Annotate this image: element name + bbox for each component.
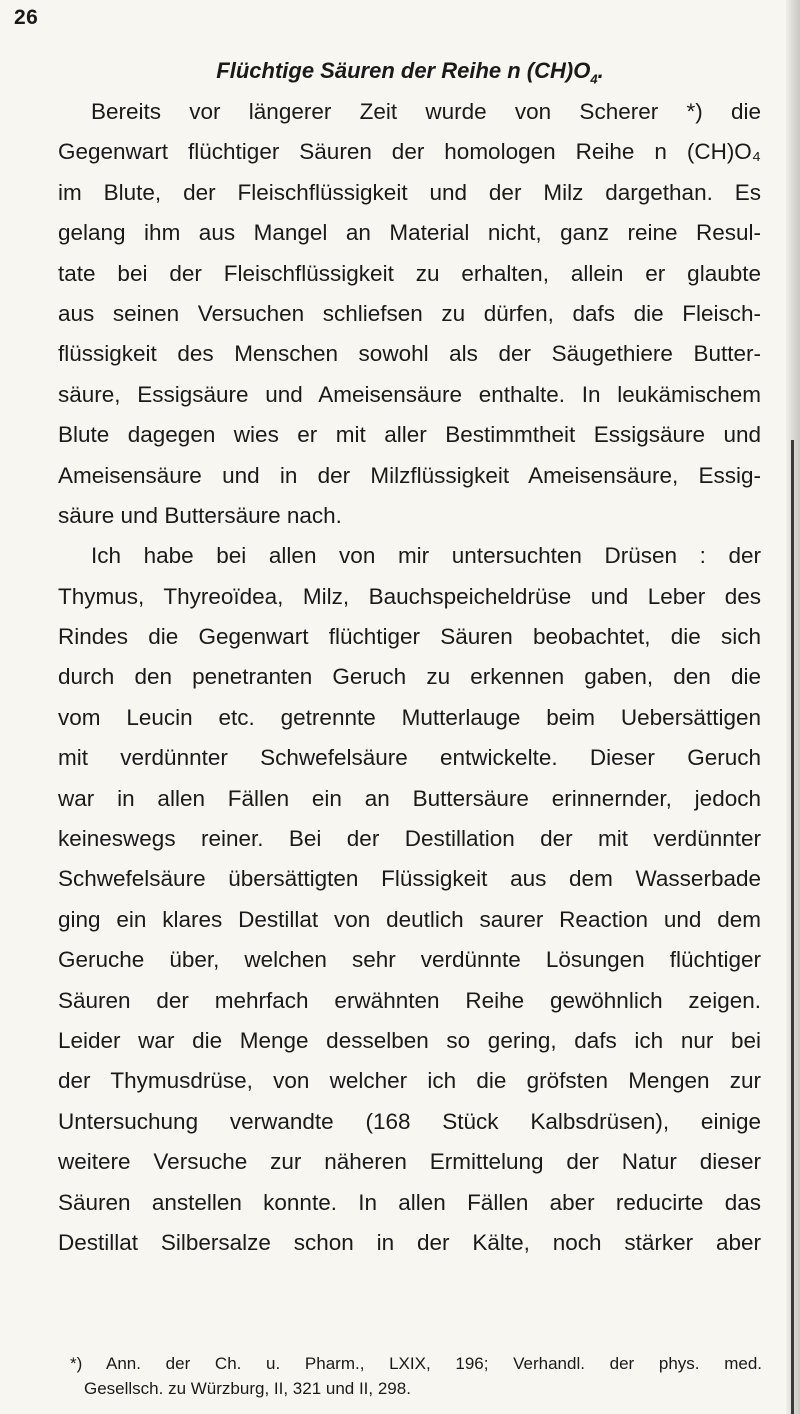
text-line: durch den penetranten Geruch zu erkennen gaben, den die	[58, 664, 761, 690]
text-line: tate bei der Fleischflüssigkeit zu erhalten, allein er glaubte	[58, 260, 761, 286]
text-line: Leider war die Menge desselben so gering, dafs ich nur bei	[58, 1027, 761, 1053]
text-line: mit verdünnter Schwefelsäure entwickelte. Dieser Geruch	[58, 745, 761, 771]
text-line: war in allen Fällen ein an Buttersäure erinnernder, jedoch	[58, 785, 761, 811]
text-line: Destillat Silbersalze schon in der Kälte, noch stärker aber	[58, 1229, 761, 1255]
text-line: Blute dagegen wies er mit aller Bestimmtheit Essigsäure und	[58, 422, 761, 448]
paragraph-1	[58, 92, 761, 536]
section-heading-text: Flüchtige Säuren der Reihe n (CH)O	[216, 58, 591, 83]
footnote-line: Gesellsch. zu Würzburg, II, 321 und II, 298.	[84, 1379, 411, 1398]
page-number: 26	[14, 6, 39, 29]
text-line: Thymus, Thyreoïdea, Milz, Bauchspeicheldrüse und Leber des	[58, 583, 761, 609]
text-line: säure und Buttersäure nach.	[58, 502, 342, 528]
page-edge-shadow	[786, 0, 800, 1414]
text-line: ging ein klares Destillat von deutlich saurer Reaction und dem	[58, 906, 761, 932]
text-line: der Thymusdrüse, von welcher ich die gröfsten Mengen zur	[58, 1068, 761, 1094]
text-line: Rindes die Gegenwart flüchtiger Säuren beobachtet, die sich	[58, 624, 761, 650]
text-line: im Blute, der Fleischflüssigkeit und der Milz dargethan. Es	[58, 179, 761, 205]
text-line: aus seinen Versuchen schliefsen zu dürfen, dafs die Fleisch-	[58, 300, 761, 326]
section-heading-subscript: 4	[590, 71, 598, 87]
footnote	[70, 1351, 762, 1401]
text-line: flüssigkeit des Menschen sowohl als der Säugethiere Butter-	[58, 341, 761, 367]
text-line: Gegenwart flüchtiger Säuren der homologen Reihe n (CH)O₄	[58, 139, 761, 165]
text-line: Bereits vor längerer Zeit wurde von Scherer *) die	[91, 99, 761, 124]
section-heading	[0, 58, 800, 86]
text-line: Ameisensäure und in der Milzflüssigkeit Ameisensäure, Essig-	[58, 462, 761, 488]
text-line: Geruche über, welchen sehr verdünnte Lösungen flüchtiger	[58, 947, 761, 973]
text-line: Säuren anstellen konnte. In allen Fällen aber reducirte das	[58, 1189, 761, 1215]
paragraph-2	[58, 536, 761, 1263]
text-line: vom Leucin etc. getrennte Mutterlauge beim Uebersättigen	[58, 704, 761, 730]
text-line: Untersuchung verwandte (168 Stück Kalbsdrüsen), einige	[58, 1108, 761, 1134]
text-line: keineswegs reiner. Bei der Destillation der mit verdünnter	[58, 826, 761, 852]
footnote-line: *) Ann. der Ch. u. Pharm., LXIX, 196; Verhandl. der phys. med.	[70, 1354, 762, 1373]
text-line: gelang ihm aus Mangel an Material nicht, ganz reine Resul-	[58, 220, 761, 246]
text-line: Schwefelsäure übersättigten Flüssigkeit aus dem Wasserbade	[58, 866, 761, 892]
text-line: säure, Essigsäure und Ameisensäure enthalte. In leukämischem	[58, 381, 761, 407]
text-line: weitere Versuche zur näheren Ermittelung der Natur dieser	[58, 1149, 761, 1175]
text-line: Ich habe bei allen von mir untersuchten Drüsen : der	[91, 543, 761, 569]
text-line: Säuren der mehrfach erwähnten Reihe gewöhnlich zeigen.	[58, 987, 761, 1013]
section-heading-suffix: .	[597, 58, 604, 83]
body-text	[58, 92, 761, 1263]
